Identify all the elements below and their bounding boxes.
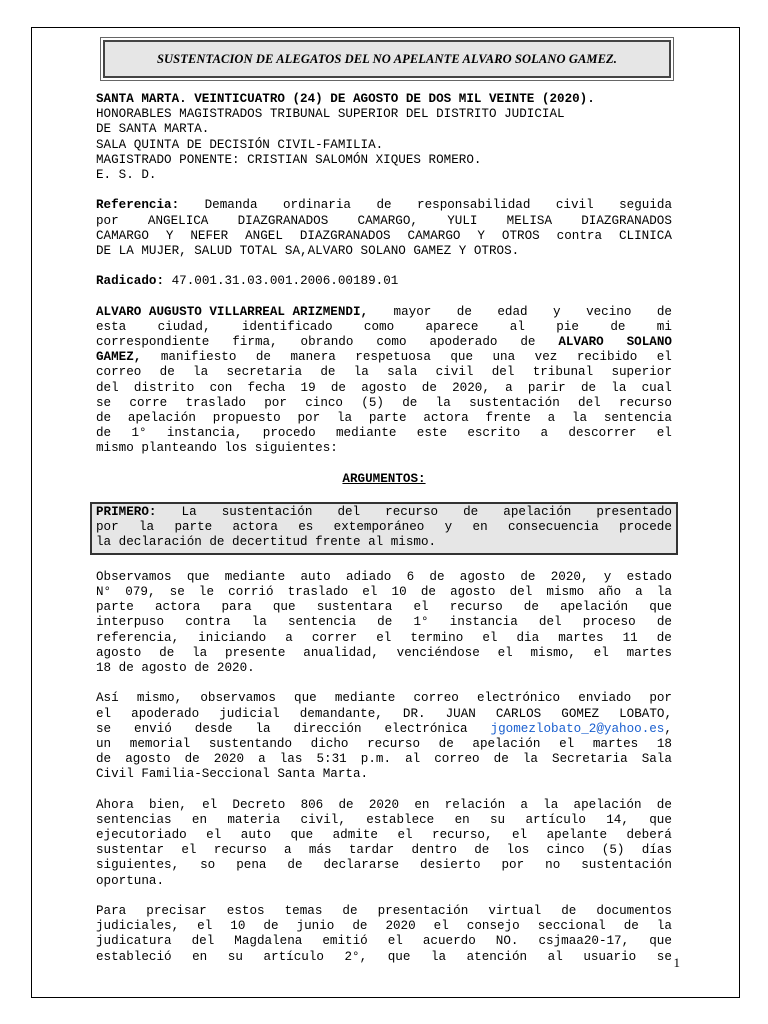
referencia-line: CAMARGO Y NEFER ANGEL DIAZGRANADOS CAMARGO Y OTROS contra CLINICA (96, 228, 672, 243)
paragraph-decreto: Ahora bien, el Decreto 806 de 2020 en relación a la apelación de sentencias en materia civil, establece en su artículo 14, que ejecutoriado el auto que admite el recurso, el apelante deberá sustentar el recurso a más tardar dentro de los cinco (5) días siguientes, so pena de declararse desierto por no sustentación oportuna. (96, 797, 672, 888)
addressee-line: HONORABLES MAGISTRADOS TRIBUNAL SUPERIOR DEL DISTRITO JUDICIAL (96, 107, 565, 122)
document-title: SUSTENTACION DE ALEGATOS DEL NO APELANTE ALVARO SOLANO GAMEZ. (157, 51, 617, 66)
referencia-block (96, 198, 672, 259)
date-line: SANTA MARTA. VEINTICUATRO (24) DE AGOSTO DE DOS MIL VEINTE (2020). (96, 92, 595, 106)
referencia-line: DE LA MUJER, SALUD TOTAL SA,ALVARO SOLANO GAMEZ Y OTROS. (96, 243, 520, 258)
document-title-box (103, 40, 671, 78)
email-link[interactable]: jgomezlobato_2@yahoo.es (490, 721, 665, 736)
section-heading: ARGUMENTOS: (342, 471, 426, 486)
addressee-line: DE SANTA MARTA. (96, 122, 210, 137)
referencia-line: Referencia: Demanda ordinaria de responsabilidad civil seguida (96, 198, 672, 213)
paragraph-observamos: Observamos que mediante auto adiado 6 de agosto de 2020, y estado N° 079, se le corrió traslado el 10 de agosto del mismo año a la parte actora para que sustentara el recurso de apelación que interpuso contra la sentencia de 1° instancia del proceso de referencia, iniciando a correr el termino el dia martes 11 de agosto de la presente anualidad, venciéndose el mismo, el martes 18 de agosto de 2020. (96, 569, 672, 675)
page-number: 1 (673, 955, 680, 970)
paragraph-para-precisar: Para precisar estos temas de presentación virtual de documentos judiciales, el 10 de junio de 2020 el consejo seccional de la judicatura del Magdalena emitió el acuerdo NO. csjmaa20-17, que estableció en su artículo 2°, que la atención al usuario se (96, 903, 672, 964)
primero-box: PRIMERO: La sustentación del recurso de apelación presentado por la parte actora es extemporáneo y en consecuencia procede la declaración de decertitud frente al mismo. (90, 502, 678, 555)
esd-line: E. S. D. (96, 167, 157, 182)
ponente-line: MAGISTRADO PONENTE: CRISTIAN SALOMÓN XIQUES ROMERO. (96, 152, 482, 167)
referencia-line: por ANGELICA DIAZGRANADOS CAMARGO, YULI MELISA DIAZGRANADOS (96, 213, 672, 228)
paragraph-asi-mismo: Así mismo, observamos que mediante correo electrónico enviado por el apoderado judicial demandante, DR. JUAN CARLOS GOMEZ LOBATO, se envió desde la dirección electrónica jgomezlobato_2@yahoo.es, un memorial sustentando dicho recurso de apelación el martes 18 de agosto de 2020 a las 5:31 p.m. al correo de la Secretaria Sala Civil Familia-Seccional Santa Marta. (96, 691, 672, 782)
document-body (96, 92, 672, 965)
sala-line: SALA QUINTA DE DECISIÓN CIVIL-FAMILIA. (96, 137, 384, 152)
intro-paragraph: ALVARO AUGUSTO VILLARREAL ARIZMENDI, mayor de edad y vecino de esta ciudad, identificado como aparece al pie de mi correspondiente firma, obrando como apoderado de ALVARO SOLANO GAMEZ, manifiesto de manera respetuosa que una vez recibido el correo de la secretaria de la sala civil del tribunal superior del distrito con fecha 19 de agosto de 2020, a parir de la cual se corre traslado por cinco (5) de la sustentación del recurso de apelación propuesto por la parte actora frente a la sentencia de 1° instancia, procedo mediante este escrito a descorrer el mismo planteando los siguientes: (96, 304, 672, 456)
radicado-line: Radicado: 47.001.31.03.001.2006.00189.01 (96, 274, 399, 289)
